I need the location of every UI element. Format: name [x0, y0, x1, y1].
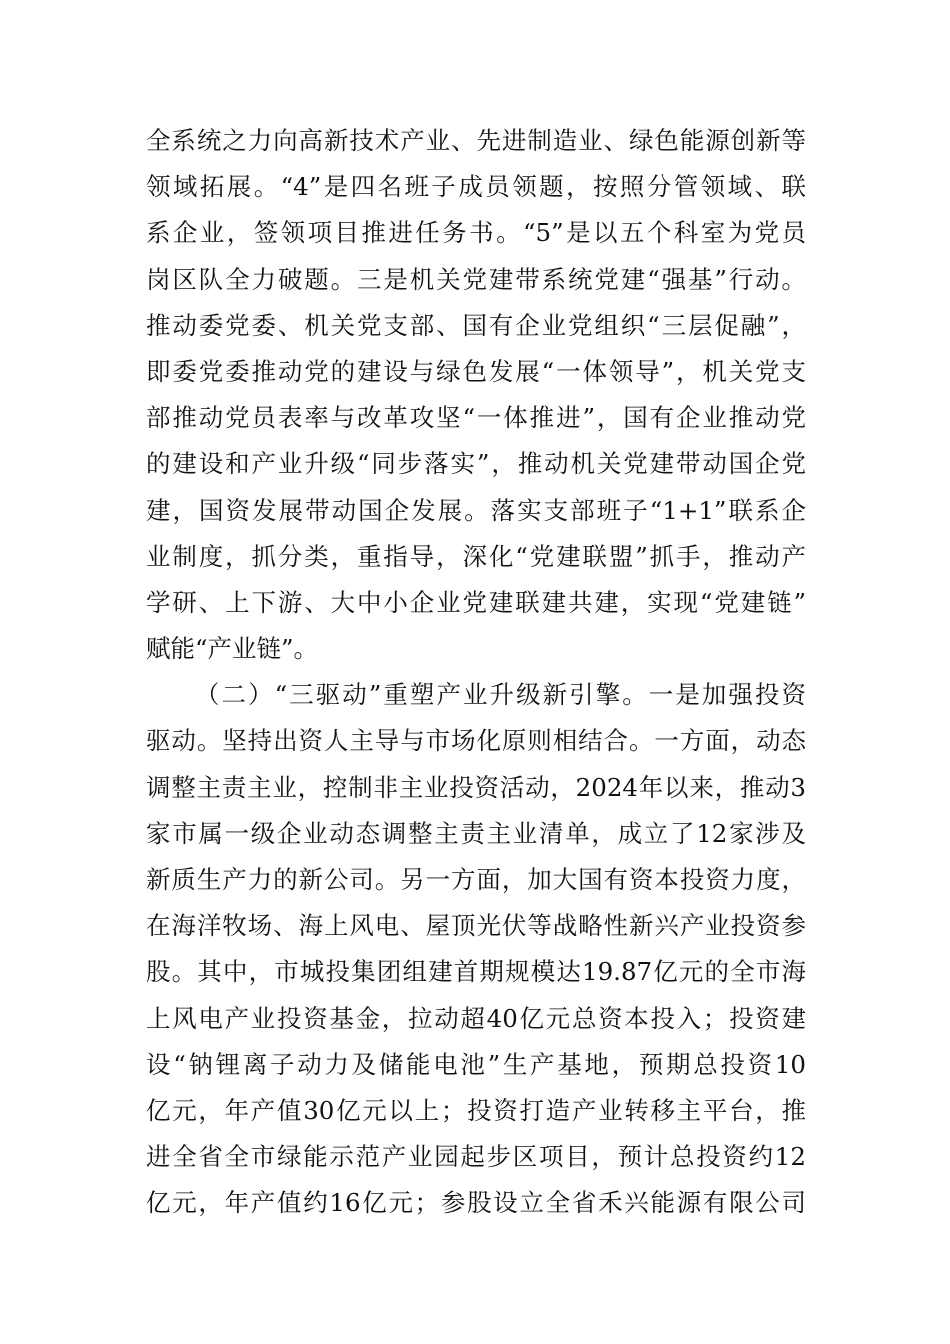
paragraph-1 — [146, 118, 806, 672]
text-line: 股。其中，市城投集团组建首期规模达19.87亿元的全市海 — [146, 957, 806, 987]
text-line: 全系统之力向高新技术产业、先进制造业、绿色能源创新等 — [146, 126, 806, 155]
text-line: 系企业，签领项目推进任务书。“5”是以五个科室为党员 — [146, 218, 806, 248]
text-line: 亿元，年产值30亿元以上；投资打造产业转移主平台，推 — [146, 1095, 806, 1125]
text-line: 赋能“产业链”。 — [146, 634, 319, 664]
text-line: 部推动党员表率与改革攻坚“一体推进”，国有企业推动党 — [146, 403, 806, 433]
text-line: 业制度，抓分类，重指导，深化“党建联盟”抓手，推动产 — [146, 541, 806, 571]
text-line: 亿元，年产值约16亿元；参股设立全省禾兴能源有限公司 — [146, 1188, 806, 1218]
text-line: 调整主责主业，控制非主业投资活动，2024年以来，推动3 — [146, 772, 806, 802]
paragraph-2 — [146, 672, 806, 1226]
text-line: 驱动。坚持出资人主导与市场化原则相结合。一方面，动态 — [146, 726, 806, 756]
text-line: 进全省全市绿能示范产业园起步区项目，预计总投资约12 — [146, 1142, 806, 1172]
text-line: 推动委党委、机关党支部、国有企业党组织“三层促融”， — [146, 310, 806, 340]
text-line: 家市属一级企业动态调整主责主业清单，成立了12家涉及 — [146, 818, 806, 848]
text-line: 建，国资发展带动国企发展。落实支部班子“1+1”联系企 — [146, 495, 806, 525]
section-heading-line: （二）“三驱动”重塑产业升级新引擎。一是加强投资 — [195, 680, 806, 710]
text-line: 领域拓展。“4”是四名班子成员领题，按照分管领域、联 — [146, 172, 806, 202]
text-line: 岗区队全力破题。三是机关党建带系统党建“强基”行动。 — [146, 264, 806, 294]
text-line: 设“钠锂离子动力及储能电池”生产基地，预期总投资10 — [146, 1049, 806, 1079]
body-text — [146, 118, 806, 1227]
text-line: 学研、上下游、大中小企业党建联建共建，实现“党建链” — [146, 587, 806, 617]
text-line: 即委党委推动党的建设与绿色发展“一体领导”，机关党支 — [146, 356, 806, 386]
text-line: 在海洋牧场、海上风电、屋顶光伏等战略性新兴产业投资参 — [146, 911, 806, 941]
text-line: 的建设和产业升级“同步落实”，推动机关党建带动国企党 — [146, 449, 806, 479]
text-line: 上风电产业投资基金，拉动超40亿元总资本投入；投资建 — [146, 1003, 806, 1033]
text-line: 新质生产力的新公司。另一方面，加大国有资本投资力度， — [146, 865, 806, 894]
